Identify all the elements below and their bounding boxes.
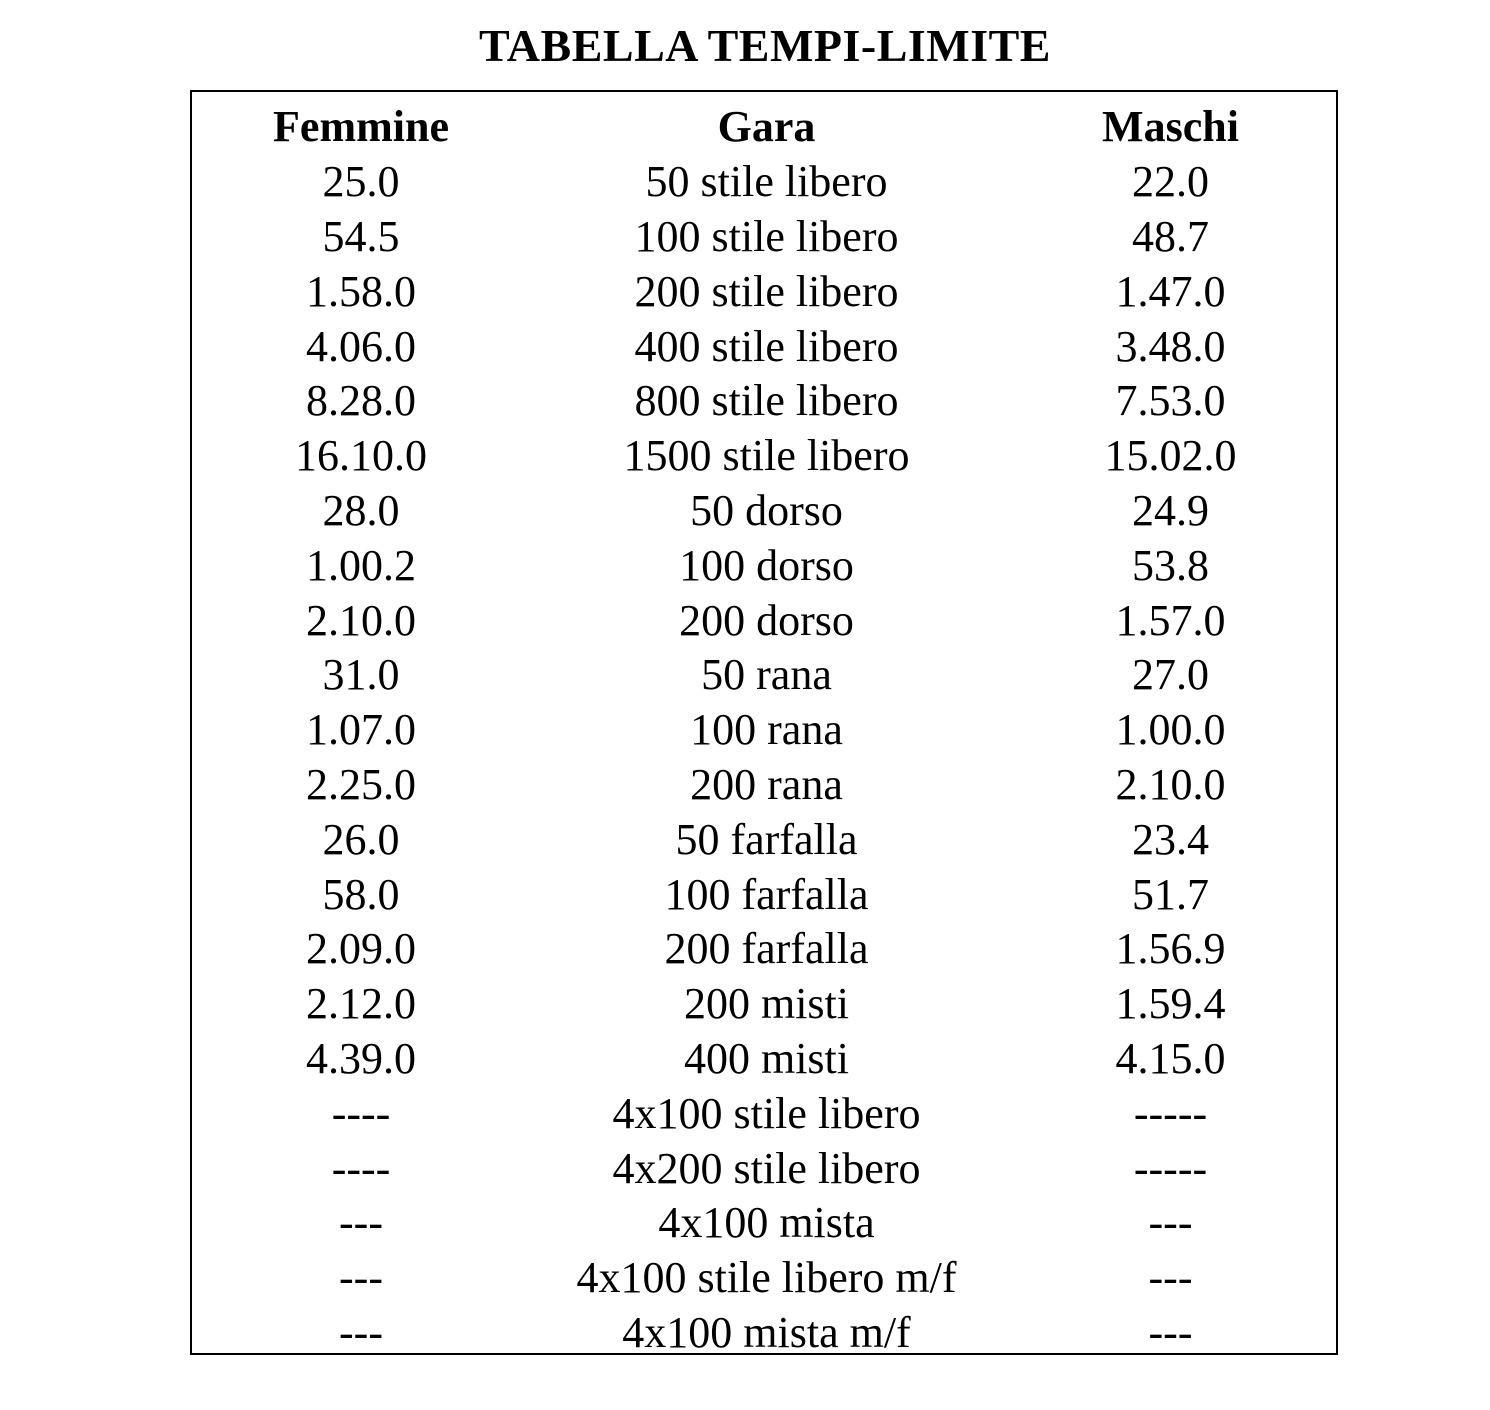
cell-maschi-time: 51.7 (1132, 869, 1209, 919)
cell-femmine-time: ---- (331, 1088, 391, 1138)
cell-maschi-time: 4.15.0 (1115, 1033, 1226, 1083)
cell-maschi-time: 7.53.0 (1115, 376, 1226, 426)
table-row (192, 1306, 1338, 1361)
cell-event-name: 4x100 mista (658, 1198, 875, 1248)
cell-maschi-time: 27.0 (1132, 650, 1209, 700)
table-row (192, 922, 1338, 977)
table-row (192, 429, 1338, 484)
cell-femmine-time: ---- (331, 1143, 391, 1193)
cell-femmine-time: 58.0 (322, 869, 400, 919)
cell-event-name: 4x200 stile libero (612, 1143, 921, 1193)
cell-femmine-time: 16.10.0 (295, 431, 427, 481)
cell-femmine-time: 54.5 (322, 211, 400, 261)
cell-event-name: 4x100 mista m/f (622, 1307, 911, 1357)
table-row (192, 867, 1338, 922)
cell-maschi-time: 1.59.4 (1115, 979, 1226, 1029)
cell-maschi-time: ----- (1133, 1088, 1208, 1138)
cell-femmine-time: 1.58.0 (306, 266, 416, 316)
table-row (192, 812, 1338, 867)
cell-event-name: 400 misti (683, 1033, 850, 1083)
cell-event-name: 200 rana (690, 759, 843, 809)
table-row (192, 1086, 1338, 1141)
cell-maschi-time: ----- (1133, 1143, 1208, 1193)
table-row (192, 155, 1338, 210)
cell-maschi-time: 3.48.0 (1115, 321, 1226, 371)
cell-event-name: 100 farfalla (664, 869, 869, 919)
cell-femmine-time: 1.07.0 (306, 705, 416, 755)
cell-event-name: 50 stile libero (645, 157, 888, 207)
cell-event-name: 400 stile libero (634, 321, 899, 371)
cell-maschi-time: --- (1148, 1307, 1193, 1357)
cell-event-name: 100 dorso (679, 540, 854, 590)
table-row (192, 374, 1338, 429)
cell-femmine-time: 4.39.0 (306, 1033, 416, 1083)
cell-maschi-time: 48.7 (1132, 211, 1209, 261)
cell-event-name: 100 rana (690, 705, 843, 755)
cell-maschi-time: 1.57.0 (1115, 595, 1226, 645)
cell-femmine-time: 26.0 (322, 814, 400, 864)
table-row (192, 210, 1338, 265)
cell-event-name: 800 stile libero (634, 376, 899, 426)
cell-maschi-time: 22.0 (1132, 157, 1209, 207)
cell-maschi-time: 1.47.0 (1115, 266, 1226, 316)
table-row (192, 1196, 1338, 1251)
table-body (192, 155, 1338, 1361)
cell-event-name: 200 stile libero (634, 266, 899, 316)
cell-femmine-time: 2.09.0 (306, 924, 416, 974)
cell-maschi-time: 1.56.9 (1115, 924, 1226, 974)
cell-femmine-time: 4.06.0 (306, 321, 416, 371)
cell-femmine-time: 31.0 (322, 650, 400, 700)
cell-maschi-time: 2.10.0 (1115, 759, 1226, 809)
table-row (192, 703, 1338, 758)
table-row (192, 977, 1338, 1032)
header-femmine: Femmine (273, 102, 449, 152)
cell-femmine-time: --- (339, 1307, 383, 1357)
cell-event-name: 200 dorso (679, 595, 854, 645)
table-row (192, 758, 1338, 813)
table-header-row (192, 100, 1338, 155)
cell-maschi-time: 53.8 (1132, 540, 1209, 590)
cell-event-name: 50 dorso (690, 485, 843, 535)
table-row (192, 1032, 1338, 1087)
table-row (192, 593, 1338, 648)
table-row (192, 538, 1338, 593)
table-row (192, 1251, 1338, 1306)
cell-femmine-time: --- (339, 1253, 383, 1303)
cell-event-name: 1500 stile libero (623, 431, 910, 481)
header-gara: Gara (717, 102, 816, 152)
document-title: TABELLA TEMPI-LIMITE (479, 20, 1051, 71)
table-row (192, 319, 1338, 374)
cell-maschi-time: --- (1148, 1253, 1193, 1303)
time-limits-table-frame (190, 90, 1338, 1355)
table-row (192, 1141, 1338, 1196)
cell-maschi-time: 23.4 (1132, 814, 1209, 864)
cell-femmine-time: 1.00.2 (306, 540, 416, 590)
cell-event-name: 4x100 stile libero m/f (576, 1253, 957, 1303)
cell-maschi-time: 1.00.0 (1115, 705, 1226, 755)
table-row (192, 484, 1338, 539)
cell-femmine-time: 2.25.0 (306, 759, 416, 809)
cell-event-name: 200 misti (683, 979, 850, 1029)
header-maschi: Maschi (1102, 102, 1239, 152)
table-row (192, 264, 1338, 319)
cell-maschi-time: 15.02.0 (1104, 431, 1237, 481)
cell-femmine-time: --- (339, 1198, 383, 1248)
cell-femmine-time: 28.0 (322, 485, 400, 535)
cell-femmine-time: 25.0 (322, 157, 400, 207)
cell-femmine-time: 8.28.0 (306, 376, 416, 426)
cell-event-name: 100 stile libero (634, 211, 899, 261)
time-limits-table (192, 100, 1338, 1360)
cell-event-name: 4x100 stile libero (612, 1088, 921, 1138)
cell-maschi-time: --- (1148, 1198, 1193, 1248)
table-row (192, 648, 1338, 703)
cell-femmine-time: 2.10.0 (306, 595, 416, 645)
cell-event-name: 200 farfalla (664, 924, 869, 974)
cell-femmine-time: 2.12.0 (306, 979, 416, 1029)
cell-event-name: 50 farfalla (675, 814, 858, 864)
cell-maschi-time: 24.9 (1132, 485, 1209, 535)
cell-event-name: 50 rana (701, 650, 832, 700)
